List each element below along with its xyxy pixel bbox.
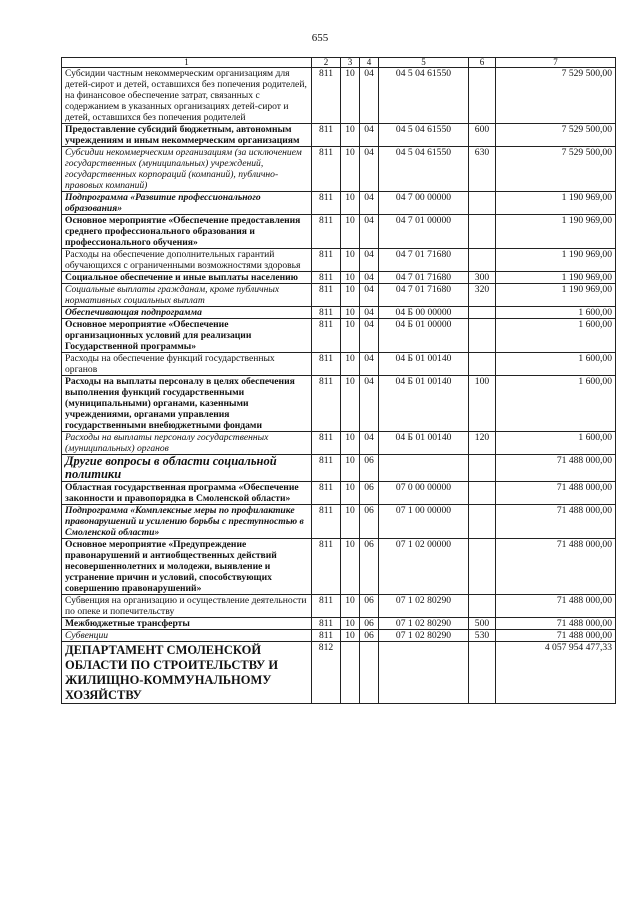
row-name: Расходы на обеспечение дополнительных гарантий обучающихся с ограниченными возможностями здоровья [62, 249, 312, 272]
row-target-code: 04 Б 00 00000 [379, 307, 469, 319]
row-subsection-code: 06 [360, 505, 379, 539]
table-row [62, 124, 616, 147]
row-name: Основное мероприятие «Обеспечение организационных условий для реализации Государственной программы» [62, 319, 312, 353]
table-row [62, 147, 616, 192]
row-section-code: 10 [341, 192, 360, 215]
table-row [62, 376, 616, 432]
row-ministry-code: 811 [312, 539, 341, 595]
row-expense-type: 630 [469, 147, 496, 192]
table-row [62, 272, 616, 284]
row-section-code: 10 [341, 353, 360, 376]
row-target-code: 04 Б 01 00140 [379, 376, 469, 432]
row-amount: 71 488 000,00 [496, 595, 616, 618]
row-subsection-code: 06 [360, 482, 379, 505]
table-row [62, 192, 616, 215]
row-name: Расходы на выплаты персоналу государственных (муниципальных) органов [62, 432, 312, 455]
row-subsection-code: 06 [360, 595, 379, 618]
table-row [62, 215, 616, 249]
row-expense-type [469, 595, 496, 618]
table-row [62, 307, 616, 319]
row-amount: 1 600,00 [496, 376, 616, 432]
row-name: Обеспечивающая подпрограмма [62, 307, 312, 319]
row-ministry-code: 811 [312, 68, 341, 124]
row-amount: 71 488 000,00 [496, 505, 616, 539]
row-section-code: 10 [341, 284, 360, 307]
table-row [62, 284, 616, 307]
row-subsection-code: 04 [360, 272, 379, 284]
row-subsection-code: 06 [360, 539, 379, 595]
row-section-code: 10 [341, 505, 360, 539]
row-amount: 1 600,00 [496, 307, 616, 319]
row-amount: 1 190 969,00 [496, 192, 616, 215]
row-amount: 1 190 969,00 [496, 215, 616, 249]
row-amount: 71 488 000,00 [496, 539, 616, 595]
row-expense-type: 300 [469, 272, 496, 284]
row-target-code: 04 Б 01 00140 [379, 353, 469, 376]
row-ministry-code: 811 [312, 432, 341, 455]
row-target-code: 07 0 00 00000 [379, 482, 469, 505]
row-subsection-code: 04 [360, 147, 379, 192]
column-header: 7 [496, 58, 616, 68]
row-subsection-code: 04 [360, 376, 379, 432]
row-ministry-code: 811 [312, 455, 341, 482]
row-section-code: 10 [341, 249, 360, 272]
row-expense-type: 320 [469, 284, 496, 307]
row-expense-type [469, 505, 496, 539]
row-section-code: 10 [341, 482, 360, 505]
row-ministry-code: 811 [312, 272, 341, 284]
row-subsection-code: 04 [360, 319, 379, 353]
row-expense-type [469, 319, 496, 353]
row-subsection-code: 06 [360, 630, 379, 642]
row-expense-type [469, 482, 496, 505]
row-ministry-code: 812 [312, 642, 341, 704]
row-name: Социальное обеспечение и иные выплаты населению [62, 272, 312, 284]
row-expense-type [469, 68, 496, 124]
row-amount: 1 190 969,00 [496, 249, 616, 272]
row-amount: 1 190 969,00 [496, 284, 616, 307]
table-row [62, 642, 616, 704]
row-section-code: 10 [341, 319, 360, 353]
row-section-code: 10 [341, 307, 360, 319]
row-expense-type: 530 [469, 630, 496, 642]
row-amount: 71 488 000,00 [496, 630, 616, 642]
row-ministry-code: 811 [312, 482, 341, 505]
table-row [62, 68, 616, 124]
row-name: Другие вопросы в области социальной политики [62, 455, 312, 482]
row-ministry-code: 811 [312, 249, 341, 272]
row-subsection-code: 04 [360, 68, 379, 124]
table-row [62, 630, 616, 642]
row-target-code: 07 1 02 80290 [379, 630, 469, 642]
row-name: Подпрограмма «Развитие профессионального образования» [62, 192, 312, 215]
header-row [62, 58, 616, 68]
row-amount: 7 529 500,00 [496, 147, 616, 192]
row-section-code: 10 [341, 595, 360, 618]
row-subsection-code: 06 [360, 455, 379, 482]
row-ministry-code: 811 [312, 618, 341, 630]
column-header: 1 [62, 58, 312, 68]
row-amount: 4 057 954 477,33 [496, 642, 616, 704]
row-section-code: 10 [341, 432, 360, 455]
row-name: Субвенция на организацию и осуществление деятельности по опеке и попечительству [62, 595, 312, 618]
row-amount: 1 190 969,00 [496, 272, 616, 284]
page-number: 655 [311, 32, 329, 44]
row-amount: 7 529 500,00 [496, 124, 616, 147]
row-name: Межбюджетные трансферты [62, 618, 312, 630]
row-subsection-code: 04 [360, 284, 379, 307]
row-ministry-code: 811 [312, 215, 341, 249]
row-section-code: 10 [341, 215, 360, 249]
table-row [62, 595, 616, 618]
row-section-code: 10 [341, 630, 360, 642]
row-subsection-code: 06 [360, 618, 379, 630]
row-ministry-code: 811 [312, 124, 341, 147]
row-name: Основное мероприятие «Предупреждение правонарушений и антиобщественных действий несовершеннолетних и молодежи, выявление и устранение причин и условий, способствующих совершению правонарушений» [62, 539, 312, 595]
row-expense-type [469, 642, 496, 704]
column-header: 5 [379, 58, 469, 68]
table-row [62, 505, 616, 539]
row-target-code: 07 1 00 00000 [379, 505, 469, 539]
table-row [62, 618, 616, 630]
row-target-code: 04 7 00 00000 [379, 192, 469, 215]
row-expense-type [469, 539, 496, 595]
table-row [62, 432, 616, 455]
row-subsection-code [360, 642, 379, 704]
row-section-code [341, 642, 360, 704]
row-amount: 1 600,00 [496, 353, 616, 376]
table-row [62, 539, 616, 595]
row-section-code: 10 [341, 455, 360, 482]
table-row [62, 455, 616, 482]
row-name: Областная государственная программа «Обеспечение законности и правопорядка в Смоленской области» [62, 482, 312, 505]
row-target-code: 07 1 02 80290 [379, 595, 469, 618]
row-target-code: 07 1 02 80290 [379, 618, 469, 630]
row-target-code: 04 Б 01 00000 [379, 319, 469, 353]
row-section-code: 10 [341, 539, 360, 595]
row-section-code: 10 [341, 272, 360, 284]
row-amount: 71 488 000,00 [496, 618, 616, 630]
row-target-code: 04 5 04 61550 [379, 68, 469, 124]
row-name: Социальные выплаты гражданам, кроме публичных нормативных социальных выплат [62, 284, 312, 307]
row-amount: 7 529 500,00 [496, 68, 616, 124]
row-name: Расходы на обеспечение функций государственных органов [62, 353, 312, 376]
table-row [62, 319, 616, 353]
row-section-code: 10 [341, 68, 360, 124]
row-target-code: 04 7 01 71680 [379, 284, 469, 307]
row-expense-type [469, 353, 496, 376]
row-ministry-code: 811 [312, 192, 341, 215]
row-subsection-code: 04 [360, 432, 379, 455]
row-expense-type [469, 307, 496, 319]
budget-table [61, 57, 616, 704]
row-ministry-code: 811 [312, 307, 341, 319]
row-name: Расходы на выплаты персоналу в целях обеспечения выполнения функций государственными (муниципальными) органами, казенными учреждениями, органами управления государственными внебюджетными фондами [62, 376, 312, 432]
row-ministry-code: 811 [312, 595, 341, 618]
row-target-code: 04 7 01 00000 [379, 215, 469, 249]
row-ministry-code: 811 [312, 630, 341, 642]
row-target-code [379, 642, 469, 704]
row-name: Основное мероприятие «Обеспечение предоставления среднего профессионального образования и профессионального обучения» [62, 215, 312, 249]
column-header: 6 [469, 58, 496, 68]
row-ministry-code: 811 [312, 284, 341, 307]
row-ministry-code: 811 [312, 505, 341, 539]
row-expense-type: 600 [469, 124, 496, 147]
row-section-code: 10 [341, 618, 360, 630]
column-header: 2 [312, 58, 341, 68]
row-subsection-code: 04 [360, 307, 379, 319]
row-amount: 71 488 000,00 [496, 455, 616, 482]
row-ministry-code: 811 [312, 376, 341, 432]
row-expense-type: 100 [469, 376, 496, 432]
row-expense-type [469, 215, 496, 249]
row-subsection-code: 04 [360, 353, 379, 376]
row-section-code: 10 [341, 376, 360, 432]
row-name: Субсидии некоммерческим организациям (за исключением государственных (муниципальных) учреждений, государственных корпораций (компаний), публично-правовых компаний) [62, 147, 312, 192]
row-amount: 1 600,00 [496, 432, 616, 455]
row-section-code: 10 [341, 124, 360, 147]
row-subsection-code: 04 [360, 124, 379, 147]
row-target-code: 04 7 01 71680 [379, 272, 469, 284]
row-name: Субсидии частным некоммерческим организациям для детей-сирот и детей, оставшихся без попечения родителей, на финансовое обеспечение затрат, связанных с содержанием в указанных организациях детей-сирот и детей, оставшихся без попечения родителей [62, 68, 312, 124]
row-amount: 1 600,00 [496, 319, 616, 353]
row-target-code: 07 1 02 00000 [379, 539, 469, 595]
column-header: 3 [341, 58, 360, 68]
row-expense-type [469, 455, 496, 482]
row-name: Субвенции [62, 630, 312, 642]
row-expense-type: 500 [469, 618, 496, 630]
row-target-code: 04 7 01 71680 [379, 249, 469, 272]
table-body [62, 68, 616, 704]
row-subsection-code: 04 [360, 215, 379, 249]
row-section-code: 10 [341, 147, 360, 192]
row-expense-type [469, 192, 496, 215]
row-subsection-code: 04 [360, 192, 379, 215]
table-row [62, 482, 616, 505]
row-name: Подпрограмма «Комплексные меры по профилактике правонарушений и усилению борьбы с преступностью в Смоленской области» [62, 505, 312, 539]
column-header: 4 [360, 58, 379, 68]
table-row [62, 249, 616, 272]
row-ministry-code: 811 [312, 319, 341, 353]
row-name: ДЕПАРТАМЕНТ СМОЛЕНСКОЙ ОБЛАСТИ ПО СТРОИТЕЛЬСТВУ И ЖИЛИЩНО-КОММУНАЛЬНОМУ ХОЗЯЙСТВУ [62, 642, 312, 704]
row-name: Предоставление субсидий бюджетным, автономным учреждениям и иным некоммерческим организациям [62, 124, 312, 147]
row-amount: 71 488 000,00 [496, 482, 616, 505]
row-ministry-code: 811 [312, 353, 341, 376]
row-target-code [379, 455, 469, 482]
row-ministry-code: 811 [312, 147, 341, 192]
table-row [62, 353, 616, 376]
row-target-code: 04 5 04 61550 [379, 124, 469, 147]
row-target-code: 04 5 04 61550 [379, 147, 469, 192]
row-target-code: 04 Б 01 00140 [379, 432, 469, 455]
row-expense-type: 120 [469, 432, 496, 455]
row-subsection-code: 04 [360, 249, 379, 272]
row-expense-type [469, 249, 496, 272]
